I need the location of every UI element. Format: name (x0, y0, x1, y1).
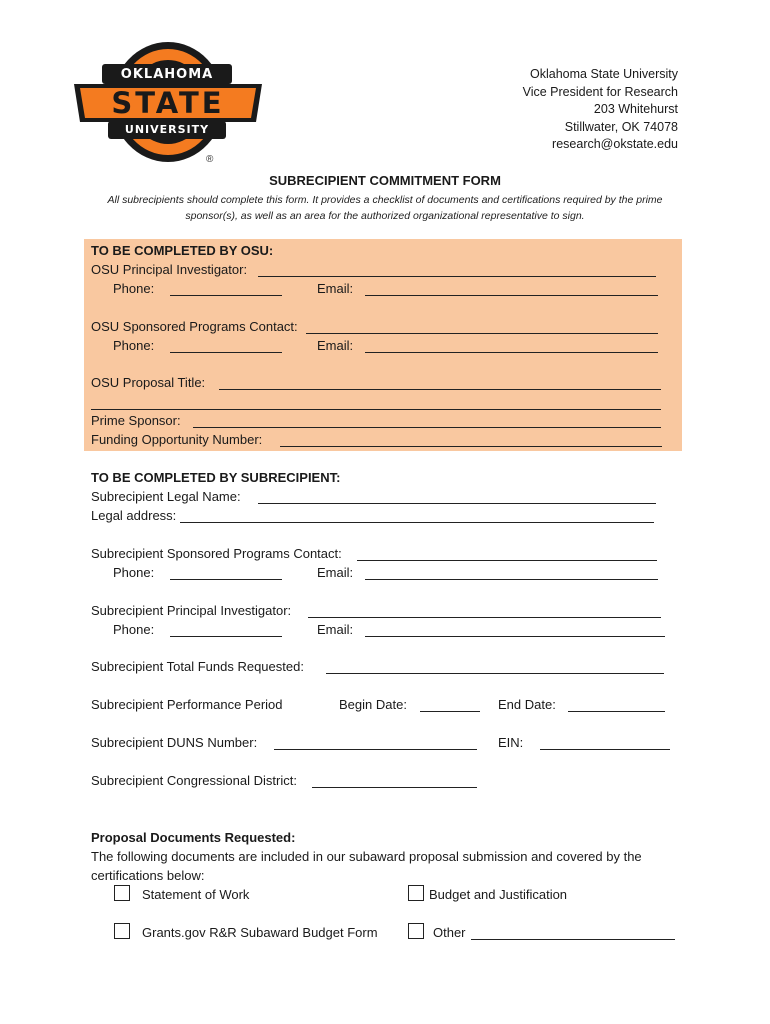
sub-section-heading: TO BE COMPLETED BY SUBRECIPIENT: (91, 470, 341, 485)
sub-legal-address-field[interactable] (180, 508, 654, 523)
sub-pi-label: Subrecipient Principal Investigator: (91, 603, 292, 618)
osu-spc-phone-label: Phone: (113, 338, 155, 353)
sub-period-label: Subrecipient Performance Period (91, 697, 283, 712)
sub-legal-name-field[interactable] (258, 489, 656, 504)
osu-spc-email-field[interactable] (365, 338, 658, 353)
osu-proposal-title-label: OSU Proposal Title: (91, 375, 206, 390)
begin-date-field[interactable] (420, 697, 480, 712)
sub-spc-phone-field[interactable] (170, 565, 282, 580)
address-line-2: Vice President for Research (522, 84, 678, 99)
osu-spc-phone-field[interactable] (170, 338, 282, 353)
checkbox-other[interactable] (408, 923, 424, 939)
osu-proposal-title-field[interactable] (219, 375, 661, 390)
ein-label: EIN: (498, 735, 524, 750)
address-block (523, 66, 678, 154)
sub-pi-email-field[interactable] (365, 622, 665, 637)
registered-mark: ® (206, 154, 214, 165)
prime-sponsor-label: Prime Sponsor: (91, 413, 181, 428)
label-other: Other (433, 925, 466, 940)
osu-pi-email-field[interactable] (365, 281, 658, 296)
ein-field[interactable] (540, 735, 670, 750)
sub-spc-email-field[interactable] (365, 565, 658, 580)
other-field[interactable] (471, 925, 675, 940)
sub-funds-label: Subrecipient Total Funds Requested: (91, 659, 304, 674)
osu-pi-phone-label: Phone: (113, 281, 155, 296)
osu-pi-label: OSU Principal Investigator: (91, 262, 248, 277)
prime-sponsor-field[interactable] (193, 413, 661, 428)
checkbox-statement-of-work[interactable] (114, 885, 130, 901)
form-title: SUBRECIPIENT COMMITMENT FORM (269, 173, 501, 188)
docs-heading: Proposal Documents Requested: (91, 830, 296, 845)
logo-text-state: STATE (111, 86, 225, 120)
address-email: research@okstate.edu (552, 137, 678, 151)
osu-pi-field[interactable] (258, 262, 656, 277)
logo-text-oklahoma: OKLAHOMA (120, 67, 214, 82)
osu-pi-email-label: Email: (317, 281, 354, 296)
form-intro: All subrecipients should complete this form. It provides a checklist of documents and certifications required by the prime sponsor(s), as well as an area for the authorized organizational representative to sign. (107, 194, 663, 222)
begin-date-label: Begin Date: (339, 697, 407, 712)
osu-proposal-title-field-line2[interactable] (91, 395, 661, 410)
address-line-3: 203 Whitehurst (593, 102, 678, 116)
osu-pi-phone-field[interactable] (170, 281, 282, 296)
checkbox-grants-gov-budget[interactable] (114, 923, 130, 939)
end-date-label: End Date: (498, 697, 556, 712)
osu-spc-email-label: Email: (317, 338, 354, 353)
sub-district-label: Subrecipient Congressional District: (91, 773, 297, 788)
label-statement-of-work: Statement of Work (142, 887, 250, 902)
logo-text-university: UNIVERSITY (124, 123, 210, 136)
sub-spc-email-label: Email: (317, 565, 354, 580)
end-date-field[interactable] (568, 697, 665, 712)
sub-spc-field[interactable] (357, 546, 657, 561)
sub-pi-field[interactable] (308, 603, 661, 618)
sub-pi-phone-label: Phone: (113, 622, 155, 637)
sub-funds-field[interactable] (326, 659, 664, 674)
label-grants-gov-budget: Grants.gov R&R Subaward Budget Form (142, 925, 378, 940)
sub-legal-address-label: Legal address: (91, 508, 177, 523)
funding-number-field[interactable] (280, 432, 662, 447)
address-line-4: Stillwater, OK 74078 (564, 119, 678, 134)
sub-duns-label: Subrecipient DUNS Number: (91, 735, 258, 750)
docs-description: The following documents are included in our subaward proposal submission and covered by the certifications below: (91, 849, 642, 883)
osu-spc-label: OSU Sponsored Programs Contact: (91, 319, 298, 334)
address-line-1: Oklahoma State University (530, 67, 678, 81)
osu-spc-field[interactable] (306, 319, 658, 334)
sub-legal-name-label: Subrecipient Legal Name: (91, 489, 241, 504)
sub-district-field[interactable] (312, 773, 477, 788)
osu-section-heading: TO BE COMPLETED BY OSU: (91, 243, 274, 258)
sub-duns-field[interactable] (274, 735, 477, 750)
sub-spc-phone-label: Phone: (113, 565, 155, 580)
osu-logo (72, 40, 262, 168)
checkbox-budget-justification[interactable] (408, 885, 424, 901)
funding-number-label: Funding Opportunity Number: (91, 432, 263, 447)
sub-spc-label: Subrecipient Sponsored Programs Contact: (91, 546, 342, 561)
label-budget-justification: Budget and Justification (429, 887, 568, 902)
sub-pi-email-label: Email: (317, 622, 354, 637)
sub-pi-phone-field[interactable] (170, 622, 282, 637)
